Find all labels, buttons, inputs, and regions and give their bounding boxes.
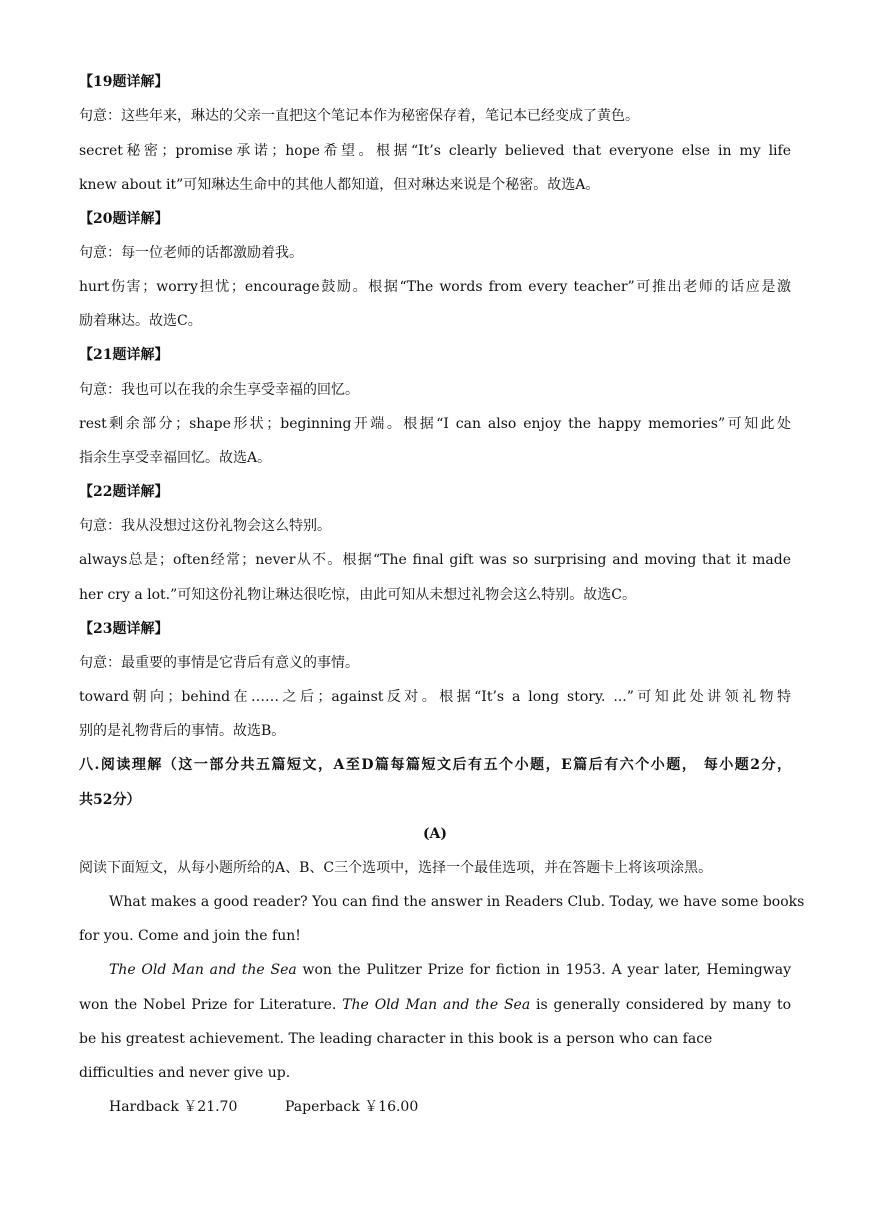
q19-meaning: 句意：这些年来，琳达的父亲一直把这个笔记本作为秘密保存着，笔记本已经变成了黄色。 — [79, 108, 639, 124]
q20-meaning: 句意：每一位老师的话都激励着我。 — [79, 245, 303, 261]
q21-meaning: 句意：我也可以在我的余生享受幸福的回忆。 — [79, 382, 359, 398]
passage-p2-line1-text: won the Pulitzer Prize for fiction in 1953. A year later, Hemingway — [296, 962, 791, 978]
passage-p1-line2: for you. Come and join the fun! — [79, 928, 301, 944]
q20-explanation-line1: hurt伤害；worry担忧；encourage鼓励。根据“The words from every teacher”可推出老师的话应是激 — [79, 279, 791, 295]
reading-instructions: 阅读下面短文，从每小题所给的A、B、C三个选项中，选择一个最佳选项，并在答题卡上将该项涂黑。 — [79, 860, 713, 876]
hardback-price: Hardback ￥21.70 — [109, 1099, 238, 1115]
paperback-price: Paperback ￥16.00 — [285, 1099, 419, 1115]
q19-heading: 【19题详解】 — [79, 74, 169, 90]
passage-label: (A) — [422, 826, 448, 842]
section-title-line2: 共52分） — [79, 792, 141, 808]
q22-meaning: 句意：我从没想过这份礼物会这么特别。 — [79, 518, 331, 534]
q22-heading: 【22题详解】 — [79, 484, 169, 500]
q20-heading: 【20题详解】 — [79, 211, 169, 227]
q23-meaning: 句意：最重要的事情是它背后有意义的事情。 — [79, 655, 359, 671]
section-title-line1: 八.阅读理解（这一部分共五篇短文，A至D篇每篇短文后有五个小题，E篇后有六个小题， 每小题2分， — [79, 757, 791, 773]
q19-explanation-line2: knew about it”可知琳达生命中的其他人都知道，但对琳达来说是个秘密。故选A。 — [79, 177, 600, 193]
passage-p2-line1 — [79, 960, 791, 980]
q22-explanation-line2: her cry a lot.”可知这份礼物让琳达很吃惊，由此可知从未想过礼物会这么特别。故选C。 — [79, 587, 636, 603]
book-title: The Old Man and the Sea — [109, 962, 297, 978]
q21-explanation-line1: rest剩余部分；shape形状；beginning开端。根据“I can also enjoy the happy memories”可知此处 — [79, 416, 791, 432]
passage-p2-line2 — [79, 995, 791, 1015]
q21-heading: 【21题详解】 — [79, 347, 169, 363]
passage-p2-line4: difficulties and never give up. — [79, 1065, 291, 1081]
q23-explanation-line2: 别的是礼物背后的事情。故选B。 — [79, 723, 286, 739]
passage-p2-line2-rest: is generally considered by many to — [530, 997, 791, 1013]
q20-explanation-line2: 励着琳达。故选C。 — [79, 313, 202, 329]
passage-p1-line1: What makes a good reader? You can find the answer in Readers Club. Today, we have some books — [109, 894, 805, 910]
q23-explanation-line1: toward朝向；behind在……之后；against反对。根据“It’s a long story. ...”可知此处讲领礼物特 — [79, 689, 791, 705]
passage-p2-line2-text: won the Nobel Prize for Literature. — [79, 997, 343, 1013]
book-title: The Old Man and the Sea — [342, 997, 531, 1013]
q19-explanation-line1: secret秘密；promise承诺；hope希望。根据“It’s clearly believed that everyone else in my life — [79, 143, 791, 159]
passage-p2-line3: be his greatest achievement. The leading character in this book is a person who can face — [79, 1031, 713, 1047]
q23-heading: 【23题详解】 — [79, 621, 169, 637]
q21-explanation-line2: 指余生享受幸福回忆。故选A。 — [79, 450, 272, 466]
q22-explanation-line1: always总是；often经常；never从不。根据“The final gift was so surprising and moving that it made — [79, 552, 791, 568]
